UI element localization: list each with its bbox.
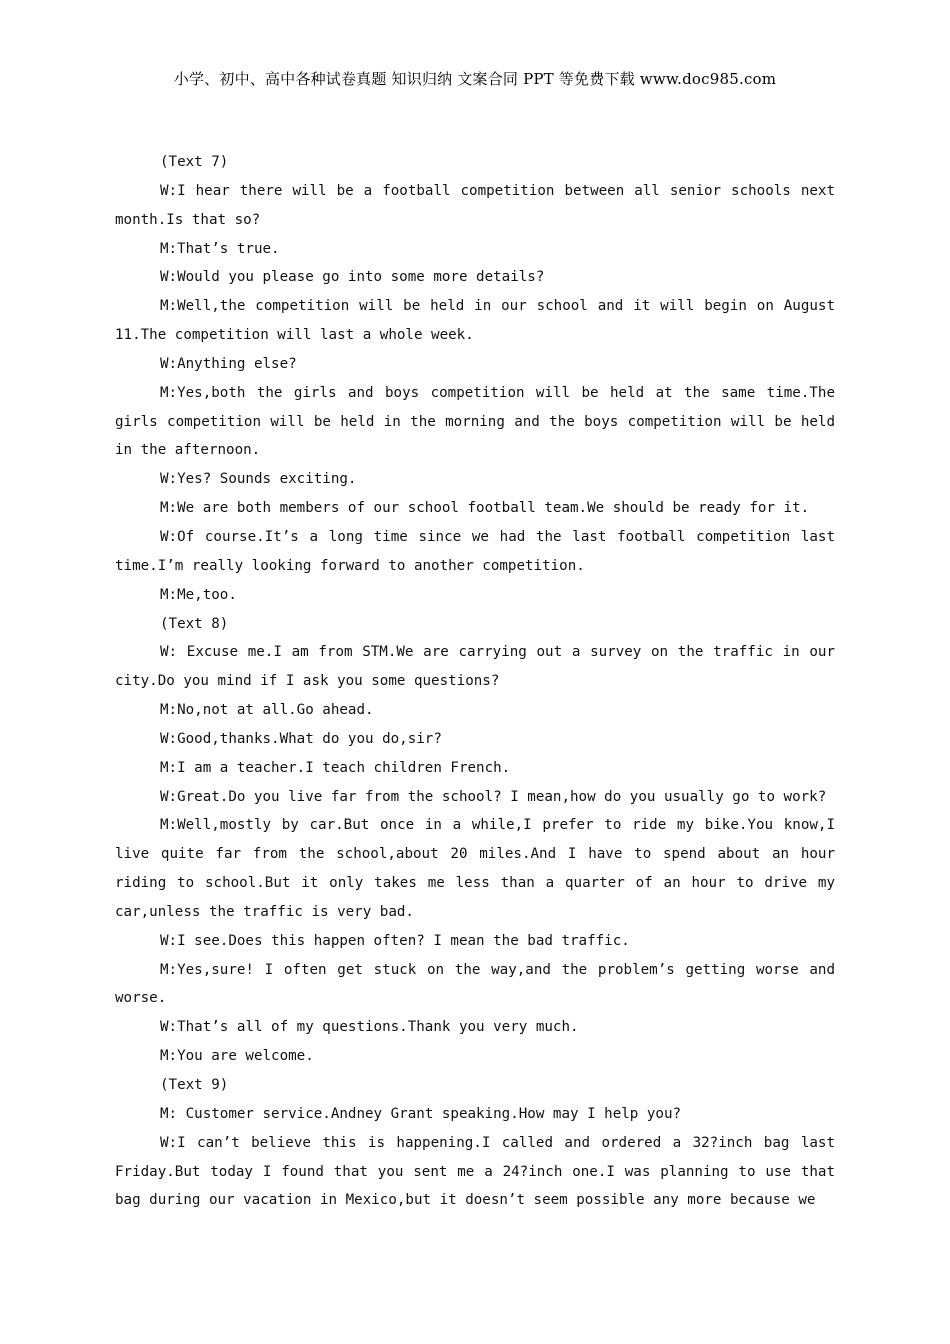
dialogue-line: W:Anything else? (160, 355, 297, 372)
dialogue-line: M: Customer service.Andney Grant speaking.How may I help you? (160, 1105, 682, 1122)
dialogue-line: W:I hear there will be a football competition between all senior schools next month.Is that so? (115, 182, 835, 228)
dialogue-line: W:That’s all of my questions.Thank you very much. (160, 1019, 579, 1036)
dialogue-line: M:Well,mostly by car.But once in a while,I prefer to ride my bike.You know,I live quite far from the school,about 20 miles.And I have to spend about an hour riding to school.But it only takes me less than a quarter of an hour to drive my car,unless the traffic is very bad. (115, 817, 835, 920)
dialogue-line: W:I see.Does this happen often? I mean the bad traffic. (160, 932, 630, 949)
dialogue-line: M:You are welcome. (160, 1048, 314, 1065)
dialogue-line: M:Well,the competition will be held in our school and it will begin on August 11.The competition will last a whole week. (115, 298, 835, 344)
dialogue-line: M:No,not at all.Go ahead. (160, 702, 374, 719)
page-header: 小学、初中、高中各种试卷真题 知识归纳 文案合同 PPT 等免费下载 www.doc985.com (173, 70, 777, 88)
dialogue-line: M:Yes,sure! I often get stuck on the way,and the problem’s getting worse and worse. (115, 961, 835, 1007)
dialogue-line: W:Of course.It’s a long time since we had the last football competition last time.I’m really looking forward to another competition. (115, 528, 835, 574)
dialogue-line: M:Me,too. (160, 586, 237, 603)
dialogue-line: W:I can’t believe this is happening.I called and ordered a 32?inch bag last Friday.But today I found that you sent me a 24?inch one.I was planning to use that bag during our vacation in Mexico,but it doesn’t seem possible any more because we (115, 1134, 835, 1209)
dialogue-line: M:That’s true. (160, 240, 280, 257)
section-title-text-8: (Text 8) (160, 615, 229, 632)
dialogue-line: M:I am a teacher.I teach children French. (160, 759, 511, 776)
dialogue-line: W:Good,thanks.What do you do,sir? (160, 730, 442, 747)
dialogue-line: M:We are both members of our school football team.We should be ready for it. (160, 500, 810, 517)
dialogue-line: W: Excuse me.I am from STM.We are carrying out a survey on the traffic in our city.Do you mind if I ask you some questions? (115, 644, 835, 690)
document-body (115, 148, 835, 1215)
dialogue-line: M:Yes,both the girls and boys competition will be held at the same time.The girls competition will be held in the morning and the boys competition will be held in the afternoon. (115, 384, 835, 459)
dialogue-line: W:Yes? Sounds exciting. (160, 471, 357, 488)
dialogue-line: W:Would you please go into some more details? (160, 269, 545, 286)
section-title-text-9: (Text 9) (160, 1077, 229, 1093)
dialogue-line: W:Great.Do you live far from the school? I mean,how do you usually go to work? (160, 788, 827, 805)
section-title-text-7: (Text 7) (160, 154, 229, 170)
